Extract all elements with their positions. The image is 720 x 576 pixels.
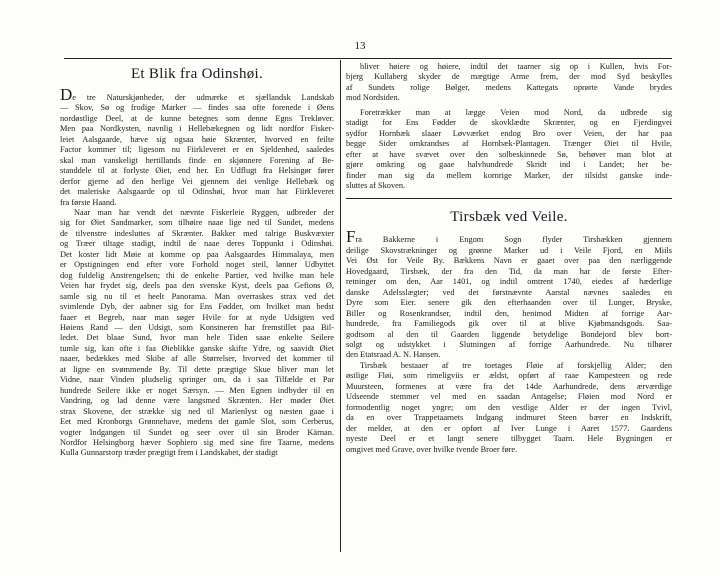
line-text: Kulla Gunnarstorp træder prægtigt frem i Landskabet, der stadigt [60, 448, 278, 458]
text-line [60, 260, 334, 270]
text-line [346, 350, 672, 360]
line-text: e tre Naturskjønheder, der udmærke et sjællandsk Landskab [72, 93, 334, 102]
text-line [346, 181, 672, 191]
text-line [60, 218, 334, 228]
text-line [346, 361, 672, 371]
text-line [60, 229, 334, 239]
text-line [346, 382, 672, 392]
text-line [346, 150, 672, 160]
text-line [346, 403, 672, 413]
text-line [346, 277, 672, 287]
line-text: gjøre omkring og gaae halvhundrede Skridt ind i Landet; her be- [346, 160, 672, 170]
text-line [346, 256, 672, 266]
text-line [346, 434, 672, 444]
text-line [60, 250, 334, 260]
line-text: de tilvenstre indesluttes af Skrænter. Bakker med talrige Buskvæxter [60, 228, 334, 238]
text-line [346, 139, 672, 149]
text-line [60, 177, 334, 187]
line-text: vogter Indgangen til Sundet og seer over til sin Broder Kärnan. [60, 427, 334, 437]
text-line [60, 417, 334, 427]
text-line [346, 445, 672, 455]
line-text: bliver høiere og høiere, indtil det taarner sig op i Kullen, hvis For- [360, 62, 672, 71]
text-line [60, 89, 334, 103]
line-text: Tirsbæk bestaaer af tre toetages Fløie af forskjellig Alder; den [360, 360, 672, 370]
column-divider [340, 60, 341, 552]
line-text: deilige Skovstrækninger og grønne Marker ud i Veile Fjord, en Miils [346, 245, 672, 255]
text-line [60, 166, 334, 176]
line-text: naaer, bedækkes med Skibe af alle Størrelser, hvorved det kommer til [60, 354, 334, 364]
text-line [346, 424, 672, 434]
line-text: Vandring, og lad denne være langsmed Skrænten. Her møder Øiet [60, 396, 334, 406]
text-line [60, 396, 334, 406]
line-text: hundrede Seilere ikke er noget Særsyn. — Men Egnen indbyder til en [60, 385, 334, 395]
line-text: formodentlig noget yngre; om den vestlige Alder er der ingen Tvivl, [346, 402, 672, 412]
text-line [60, 145, 334, 155]
text-line [60, 354, 334, 364]
text-line [60, 208, 334, 218]
line-text: — Skov, Sø og frodige Marker — findes saa ofte forenede i Øens [60, 103, 334, 113]
line-text: Hovedgaard, Tirsbæk, der fra den Tid, da man har de første Efter- [346, 266, 672, 276]
line-text: Biller og Rosenkrandser, indtil den, henimod Midten af forrige Aar- [346, 308, 672, 318]
text-line [346, 62, 672, 72]
text-line [60, 365, 334, 375]
paragraph [346, 62, 672, 104]
line-text: leiet Aalsgaarde, hæve sig ogsaa høie Skrænter, hvorved en feilte [60, 134, 334, 144]
text-line [346, 267, 672, 277]
line-text: nyeste Deel er et langt senere tilbygget Taarn. Hele Bygningen er [346, 434, 672, 444]
text-line [60, 448, 334, 458]
line-text: Nordfor Helsingborg hæver Sophiero sig med sine fire Taarne, medens [60, 437, 334, 447]
line-text: tumle sig, kan ofte i faa Øieblikke ganske skifte Ydre, og saavidt Øiet [60, 343, 334, 353]
text-line [346, 246, 672, 256]
line-text: retninger om den, Aar 1401, og indtil omtrent 1740, eiedes af hæderlige [346, 277, 672, 287]
text-line [346, 309, 672, 319]
page-number: 13 [354, 40, 366, 52]
text-line [346, 330, 672, 340]
paragraph [60, 89, 334, 208]
line-text: begge Sider omkrandses af Hornbæk-Plantagen. Trænger Øiet til Hvile, [346, 139, 672, 149]
article-separator [346, 198, 672, 199]
text-line [60, 375, 334, 385]
text-line [346, 231, 672, 245]
text-line [60, 281, 334, 291]
line-text: ledet. Det blaae Sund, hvor man hele Tiden saae enkelte Seilere [60, 333, 334, 343]
line-text: Muursteen, formenes at være fra det 14de Aarhundrede, dens ærværdige [346, 381, 672, 391]
text-line [346, 288, 672, 298]
article-body-tirsbaek [346, 231, 672, 455]
article-continuation-odinshoi [346, 62, 672, 191]
line-text: af Sundets rolige Bølger, medens Kattegats oprørte Vande brydes [346, 82, 672, 92]
text-line [60, 428, 334, 438]
text-line [60, 271, 334, 281]
text-line [60, 135, 334, 145]
line-text: svimlende Dyb, der aabner sig for Ens Fødder, om hvilket man bedst [60, 302, 334, 312]
right-column [346, 62, 672, 455]
line-text: efter at have svævet over den solbeskinnede Sø, behøver man blot at [346, 149, 672, 159]
drop-cap: D [60, 89, 73, 104]
line-text: det maleriske Aalsgaarde op til Odinshøi, hvor man har Fiirkleveret [60, 187, 334, 197]
paragraph [346, 108, 672, 192]
line-text: at ligne en svømmende By. Til dette prægtige Skue bliver man let [60, 364, 334, 374]
article-body-odinshoi [60, 89, 334, 459]
line-text: er Opstigningen end efter vore Forhold noget steil, lønner Udbyttet [60, 260, 334, 270]
line-text: Factor kommer til; ligesom nu Fiirkleveret er en Sjeldenhed, saaledes [60, 145, 334, 155]
line-text: omgivet med Grave, over hvilke tvende Broer føre. [346, 444, 518, 454]
text-line [346, 93, 672, 103]
line-text: hundrede, fra Familiegods gik over til at blive Kjøbmandsgods. Saa- [346, 319, 672, 329]
line-text: nordøstlige Deel, at de kunne betegnes som denne Egns Trekløver. [60, 113, 334, 123]
line-text: Foretrækker man at lægge Veien mod Nord, da udbrede sig [360, 107, 672, 117]
line-text: mod Nordsiden. [346, 93, 400, 103]
line-text: godtsom al den til Gaarden liggende betydelige Bondejord blev bort- [346, 329, 672, 339]
line-text: faaer et Begreb, naar man søger Hvile for at nyde Udsigten ved [60, 312, 334, 322]
line-text: Eet med Kronborgs Grønnehave, medens det gamle Slot, som Cerberus, [60, 417, 334, 427]
line-text: danske Adelsslægter; ved det førstnævnte Aarstal nævnes saaledes en [346, 287, 672, 297]
line-text: sydfor Hornbæk slaaer Løvværket endog Bro over Veien, der har paa [346, 128, 672, 138]
line-text: Naar man har vendt det nævnte Fiskerleie Ryggen, udbreder der [74, 207, 334, 217]
text-line [60, 344, 334, 354]
line-text: solgt og udstykket i Slutningen af forrige Aarhundrede. Nu tilhører [346, 339, 672, 349]
line-text: sig for Øiet Sandmarker, som tilhøire naae lige ned til Sundet, medens [60, 218, 334, 228]
text-line [60, 323, 334, 333]
article-title-odinshoi: Et Blik fra Odinshøi. [130, 66, 264, 82]
drop-cap: F [346, 231, 356, 246]
text-line [60, 114, 334, 124]
text-line [60, 292, 334, 302]
line-text: dog fuldelig Anstrengelsen; thi de enkelte Partier, ved hvilke man hele [60, 270, 334, 280]
left-column [60, 62, 334, 459]
paragraph [346, 361, 672, 455]
line-text: Veien har frydet sig, deels paa den svenske Kyst, deels paa Gefions Ø, [60, 281, 334, 291]
line-text: sluttes af Skoven. [346, 180, 406, 190]
line-text: derfor gjerne ad den herlige Vei gjennem det venlige Hellebæk og [60, 176, 334, 186]
text-line [346, 392, 672, 402]
text-line [346, 319, 672, 329]
line-text: stadigt for Ens Fødder de skovklædte Skrænter, og en Fjerdingvei [346, 118, 672, 128]
paragraph [60, 208, 334, 459]
line-text: Men paa Nordkysten, navnlig i Hellebækegnen og lidt nordfor Fisker- [60, 124, 334, 134]
line-text: bjerg Kullaberg skyder de mægtige Arme frem, der mod Syd beskylles [346, 72, 672, 82]
article-title-tirsbaek: Tirsbæk ved Veile. [450, 209, 568, 226]
text-line [346, 340, 672, 350]
text-line [60, 239, 334, 249]
text-line [60, 302, 334, 312]
line-text: fra første Haand. [60, 197, 117, 207]
header-rule [64, 58, 672, 59]
line-text: finder man sig da mellem kornrige Marker, der tilsidst ganske inde- [346, 170, 672, 180]
text-line [346, 371, 672, 381]
text-line [60, 156, 334, 166]
text-line [60, 407, 334, 417]
text-line [346, 160, 672, 170]
text-line [60, 187, 334, 197]
line-text: da en over Trappetaarnets Indgang indmuret Steen bærer en Indskrift, [346, 413, 672, 423]
line-text: standdele til at forlyste Øiet, end her. En Udflugt fra Helsingør fører [60, 166, 334, 176]
text-line [346, 413, 672, 423]
line-text: Høiens Rand — den Udsigt, som Konstneren har fremstillet paa Bil- [60, 322, 334, 332]
text-line [346, 171, 672, 181]
line-text: der melder, at den er opført af Iver Lunge i Aaret 1577. Gaardens [346, 423, 672, 433]
text-line [60, 103, 334, 113]
line-text: den Etatsraad A. N. Hansen. [346, 350, 441, 360]
line-text: Dyre som Eier. senere gik den efterhaanden over til Lunger, Bryske, [346, 298, 672, 308]
line-text: ra Bakkerne i Engom Sogn flyder Tirsbækken gjennem [355, 235, 672, 245]
text-line [60, 198, 334, 208]
text-line [60, 333, 334, 343]
text-line [346, 108, 672, 118]
text-line [60, 386, 334, 396]
text-line [346, 129, 672, 139]
text-line [60, 124, 334, 134]
line-text: Vidne, naar Vinden pludselig springer om, da i saa Tilfælde et Par [60, 375, 334, 385]
line-text: Udseende stemmer vel med en saadan Antagelse; Fløien mod Nord er [346, 392, 672, 402]
line-text: samle sig nu til et heelt Panorama. Man overraskes strax ved det [60, 291, 334, 301]
paragraph [346, 231, 672, 360]
line-text: strax Skovene, der strække sig ned til Marienlyst og næsten gaae i [60, 406, 334, 416]
text-line [60, 313, 334, 323]
line-text: Det koster lidt Møie at komme op paa Aalsgaardes Himmalaya, men [60, 249, 334, 259]
line-text: skal man vanskeligt hertillands finde en skjønnere Forening af Be- [60, 155, 334, 165]
text-line [60, 438, 334, 448]
text-line [346, 298, 672, 308]
line-text: Vei Øst for Veile By. Bækkens Navn er gaaet over paa den nærliggende [346, 256, 672, 266]
line-text: østlige Fløi, som rimeligviis er ældst, opført af raae Kampesteen og rede [346, 371, 672, 381]
line-text: og Træer tiltage stadigt, indtil de naae deres Toppunkt i Odinshøi. [60, 239, 334, 249]
text-line [346, 83, 672, 93]
text-line [346, 118, 672, 128]
text-line [346, 72, 672, 82]
